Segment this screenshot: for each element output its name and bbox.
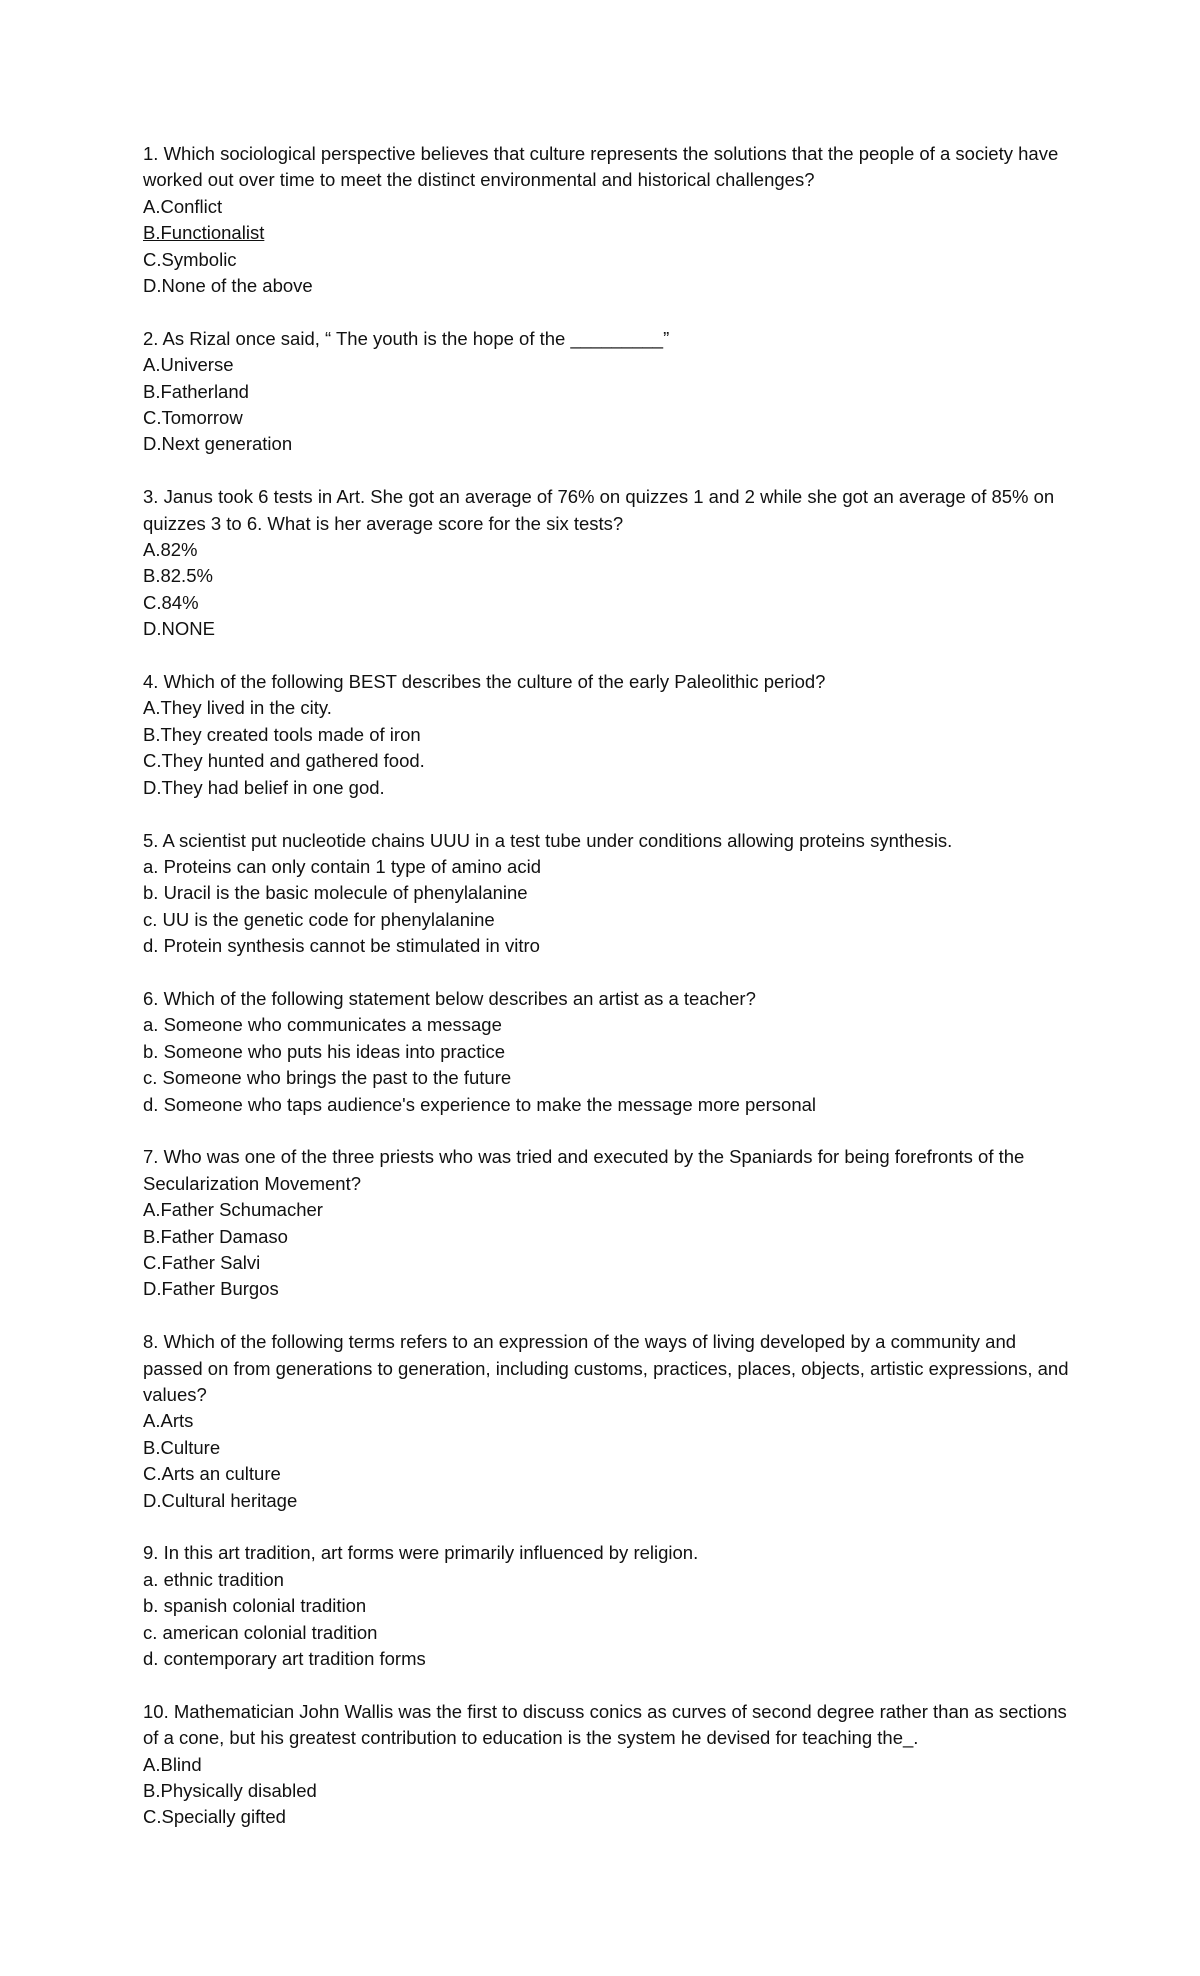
answer-option: C.Specially gifted [143,1806,286,1828]
answer-option: C.Tomorrow [143,407,243,429]
question-text: 6. Which of the following statement below describes an artist as a teacher? [143,987,756,1009]
question-block [143,1329,1073,1514]
answer-option: A.82% [143,539,198,561]
question-text: 8. Which of the following terms refers to an expression of the ways of living developed by a community and passed on from generations to generation, including customs, practices, places, objects, artistic expressions, and values? [143,1331,1069,1405]
document-page [143,141,1073,1857]
answer-option: b. Uracil is the basic molecule of phenylalanine [143,882,528,904]
answer-option: b. spanish colonial tradition [143,1595,367,1617]
answer-option: B.Physically disabled [143,1780,317,1802]
answer-option: D.None of the above [143,275,313,297]
answer-option: B.They created tools made of iron [143,723,421,745]
question-text: 10. Mathematician John Wallis was the first to discuss conics as curves of second degree rather than as sections of a cone, but his greatest contribution to education is the system he devised for teaching the_. [143,1700,1067,1749]
answer-option: D.NONE [143,618,215,640]
answer-option: A.Conflict [143,195,223,217]
answer-option: D.Cultural heritage [143,1489,298,1511]
answer-option: a. Proteins can only contain 1 type of amino acid [143,855,541,877]
answer-option: c. UU is the genetic code for phenylalanine [143,908,495,930]
question-block [143,1540,1073,1672]
answer-option: B.Functionalist [143,222,265,244]
answer-option: C.Father Salvi [143,1251,261,1273]
answer-option: C.They hunted and gathered food. [143,750,425,772]
question-block [143,141,1073,299]
answer-option: d. Someone who taps audience's experience to make the message more personal [143,1093,817,1115]
answer-option: c. american colonial tradition [143,1621,378,1643]
answer-option: A.Father Schumacher [143,1199,323,1221]
answer-option: A.They lived in the city. [143,697,332,719]
question-block [143,828,1073,960]
question-block [143,669,1073,801]
answer-option: d. Protein synthesis cannot be stimulated in vitro [143,935,540,957]
answer-option: d. contemporary art tradition forms [143,1648,426,1670]
answer-option: a. ethnic tradition [143,1568,284,1590]
answer-option: B.Father Damaso [143,1225,288,1247]
answer-option: c. Someone who brings the past to the future [143,1067,512,1089]
answer-option: D.Father Burgos [143,1278,279,1300]
question-block [143,1699,1073,1831]
question-block [143,484,1073,642]
question-text: 4. Which of the following BEST describes the culture of the early Paleolithic period? [143,671,826,693]
question-text: 1. Which sociological perspective believes that culture represents the solutions that the people of a society have worked out over time to meet the distinct environmental and historical challenges? [143,143,1059,191]
answer-option: b. Someone who puts his ideas into practice [143,1040,505,1062]
question-text: 2. As Rizal once said, “ The youth is the hope of the _________” [143,327,670,349]
answer-option: C.Arts an culture [143,1463,281,1485]
answer-option: D.They had belief in one god. [143,776,385,798]
answer-option: D.Next generation [143,433,293,455]
question-text: 5. A scientist put nucleotide chains UUU in a test tube under conditions allowing proteins synthesis. [143,829,953,851]
answer-option: B.82.5% [143,565,213,587]
answer-option: C.84% [143,591,199,613]
question-block [143,326,1073,458]
answer-option: C.Symbolic [143,248,237,270]
question-text: 7. Who was one of the three priests who was tried and executed by the Spaniards for being forefronts of the Secularization Movement? [143,1146,1025,1194]
answer-option: A.Universe [143,354,234,376]
question-block [143,986,1073,1118]
question-text: 3. Janus took 6 tests in Art. She got an average of 76% on quizzes 1 and 2 while she got an average of 85% on quizzes 3 to 6. What is her average score for the six tests? [143,486,1055,534]
question-text: 9. In this art tradition, art forms were primarily influenced by religion. [143,1542,699,1564]
question-block [143,1144,1073,1302]
answer-option: A.Arts [143,1410,194,1432]
answer-option: A.Blind [143,1753,202,1775]
answer-option: B.Fatherland [143,380,249,402]
answer-option: B.Culture [143,1436,221,1458]
answer-option: a. Someone who communicates a message [143,1014,502,1036]
